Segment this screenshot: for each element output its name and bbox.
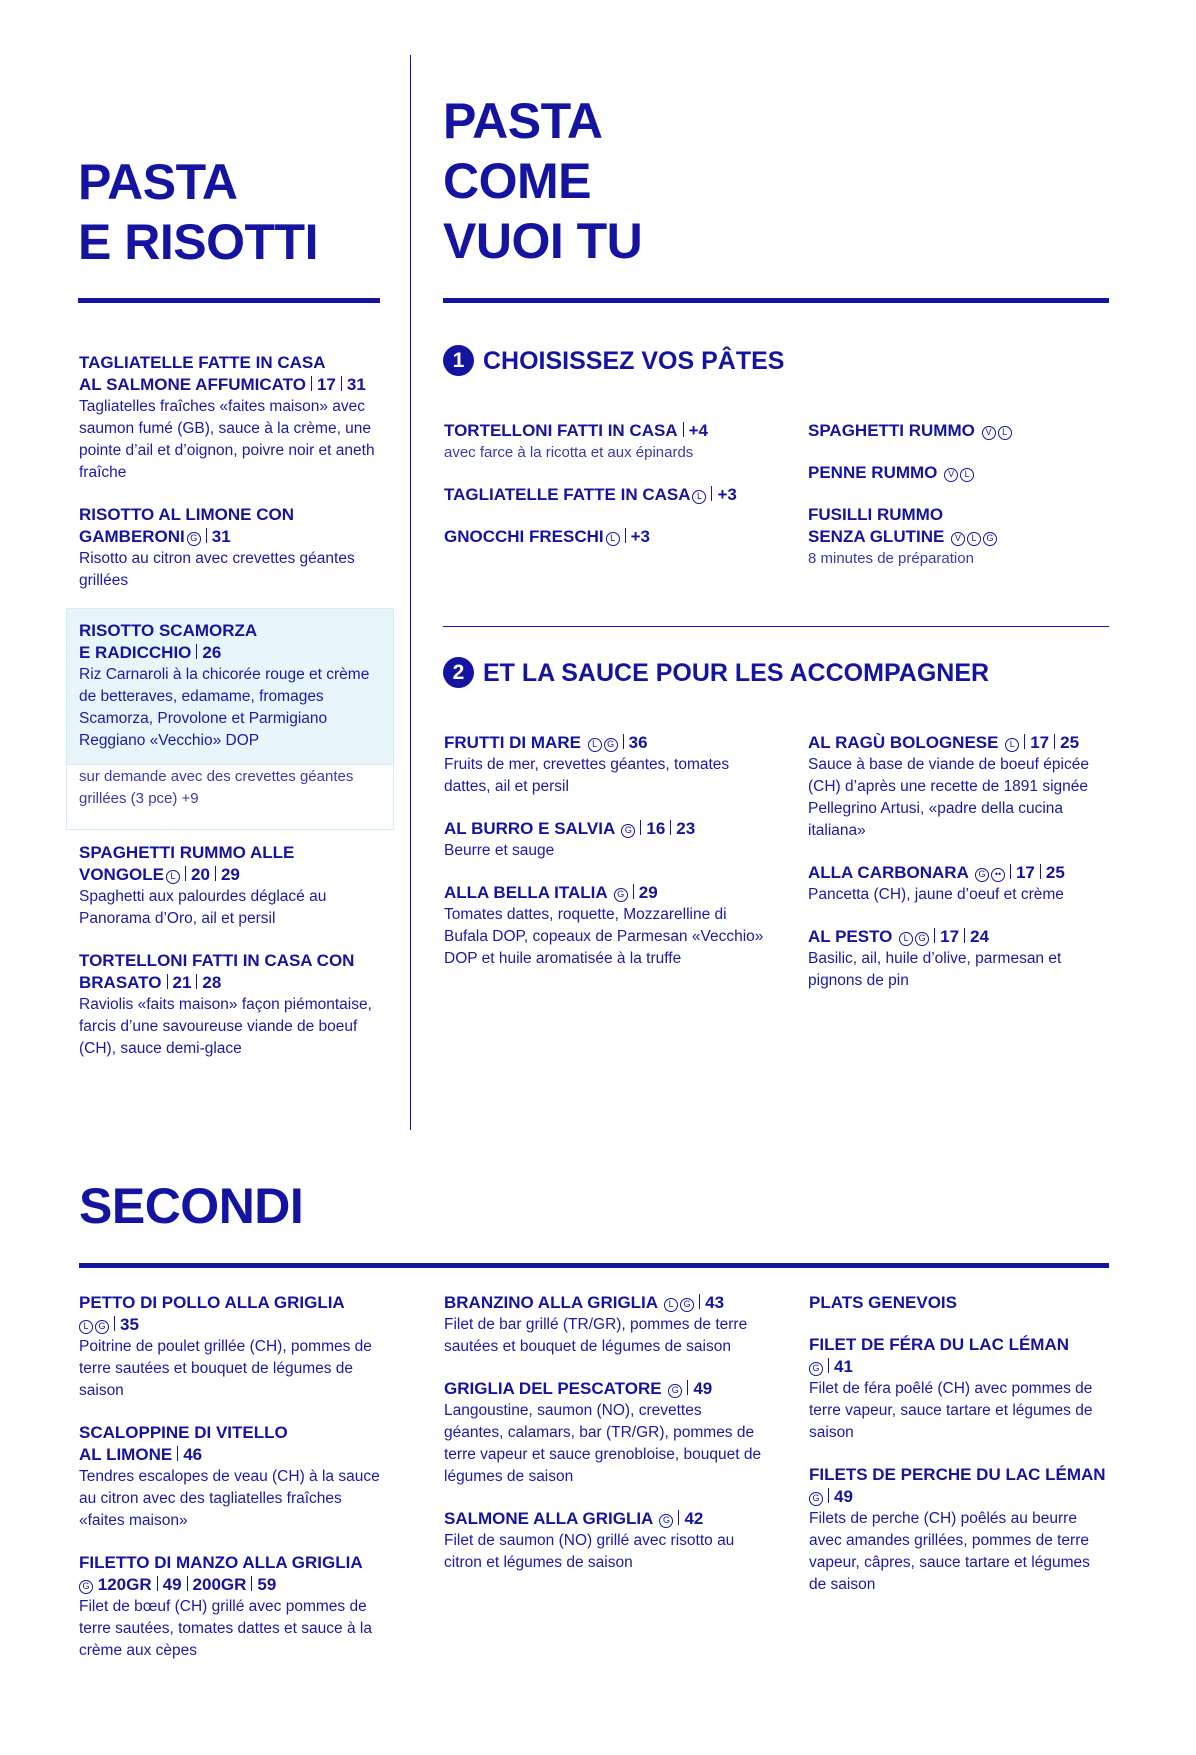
vegan-icon: V <box>982 426 996 440</box>
item-name: PETTO DI POLLO ALLA GRIGLIA <box>79 1293 345 1312</box>
item-extra: +3 <box>630 527 651 546</box>
featured-item <box>79 620 379 810</box>
sauce-item <box>808 862 1108 906</box>
step1-number-icon: 1 <box>443 345 474 376</box>
vegan-icon: V <box>951 532 965 546</box>
gluten-free-icon: G <box>975 868 989 882</box>
item-description: Filet de bœuf (CH) grillé avec pommes de terre sautées, tomates dattes et sauce à la crème aux cèpes <box>79 1598 372 1659</box>
menu-item <box>809 1334 1109 1444</box>
pasta-option <box>808 462 1108 484</box>
item-name: TORTELLONI FATTI IN CASA CON <box>79 951 355 970</box>
item-description: Filet de féra poêlé (CH) avec pommes de terre vapeur, sauce tartare et légumes de saison <box>809 1380 1093 1441</box>
pasta-option <box>444 526 774 548</box>
menu-item <box>79 950 389 1060</box>
pasta-title-rule <box>78 298 380 303</box>
item-name: FRUTTI DI MARE <box>444 733 581 752</box>
pasta-title-line1: PASTA <box>78 154 238 210</box>
step1-title: CHOISISSEZ VOS PÂTES <box>483 346 785 375</box>
item-price: 23 <box>676 819 696 838</box>
item-name-line2: E RADICCHIO 26 <box>79 643 222 662</box>
lactose-free-icon: L <box>166 870 180 884</box>
secondi-title: SECONDI <box>79 1178 304 1234</box>
sauce-item <box>808 732 1108 842</box>
item-description: Tagliatelles fraîches «faites maison» avec saumon fumé (GB), sauce à la crème, une pointe d’ail et d’oignon, poivre noir et aneth fraîche <box>79 398 375 481</box>
pasta-option <box>444 420 774 464</box>
menu-item <box>444 1508 764 1574</box>
sauce-item <box>444 818 774 862</box>
item-description: Sauce à base de viande de boeuf épicée (CH) d’après une recette de 1891 signée Pellegrino Artusi, «padre della cucina italiana» <box>808 756 1089 839</box>
item-price: 17 <box>940 927 960 946</box>
pork-icon: •• <box>991 868 1005 882</box>
item-price: 46 <box>183 1445 203 1464</box>
lactose-free-icon: L <box>79 1320 93 1334</box>
pasta-option <box>444 484 774 506</box>
gluten-free-icon: G <box>614 888 628 902</box>
step2-heading <box>443 657 989 688</box>
vegan-icon: V <box>944 468 958 482</box>
gluten-free-icon: G <box>983 532 997 546</box>
item-price: 24 <box>970 927 989 946</box>
item-weight: 120GR <box>97 1575 152 1594</box>
item-price: 21 <box>172 973 192 992</box>
pasta-option <box>808 420 1108 442</box>
gluten-free-icon: G <box>809 1362 823 1376</box>
pasta-title <box>78 152 318 272</box>
item-description: Basilic, ail, huile d’olive, parmesan et pignons de pin <box>808 950 1062 989</box>
item-name: ALLA BELLA ITALIA <box>444 883 608 902</box>
menu-item <box>79 1552 389 1662</box>
menu-item <box>79 842 389 930</box>
lactose-free-icon: L <box>967 532 981 546</box>
secondi-col3 <box>809 1292 1109 1616</box>
item-name: SCALOPPINE DI VITELLO <box>79 1423 288 1442</box>
item-description: Tomates dattes, roquette, Mozzarelline di Bufala DOP, copeaux de Parmesan «Vecchio» DOP et huile aromatisée à la truffe <box>444 906 764 967</box>
section-heading <box>809 1292 1109 1314</box>
sauce-item <box>444 882 774 970</box>
column-divider <box>410 55 411 1130</box>
item-price: 17 <box>316 375 336 394</box>
come-title-line3: VUOI TU <box>443 213 643 269</box>
gluten-free-icon: G <box>79 1580 93 1594</box>
item-description: Fruits de mer, crevettes géantes, tomates dattes, ail et persil <box>444 756 730 795</box>
item-description: 8 minutes de préparation <box>808 550 974 567</box>
gluten-free-icon: G <box>809 1492 823 1506</box>
item-price: 29 <box>638 883 658 902</box>
item-name-line2: GAMBERONI G 31 <box>79 527 231 546</box>
menu-item <box>444 1292 764 1358</box>
pasta-option <box>808 504 1108 570</box>
item-price: 16 <box>646 819 666 838</box>
plats-genevois-heading: PLATS GENEVOIS <box>809 1293 957 1312</box>
item-price: 59 <box>257 1575 277 1594</box>
sauces-right <box>808 732 1108 1012</box>
item-price: 25 <box>1045 863 1065 882</box>
item-extra: +3 <box>717 485 737 504</box>
item-price: 31 <box>211 527 231 546</box>
item-price: 17 <box>1015 863 1035 882</box>
item-price: 41 <box>834 1357 853 1376</box>
item-description: Raviolis «faits maison» façon piémontaise, farcis d’une savoureuse viande de boeuf (CH), sauce demi-glace <box>79 996 372 1057</box>
item-description: Poitrine de poulet grillée (CH), pommes de terre sautées et bouquet de légumes de saison <box>79 1338 372 1399</box>
item-name: RISOTTO AL LIMONE CON <box>79 505 295 524</box>
item-name: FILETS DE PERCHE DU LAC LÉMAN <box>809 1465 1106 1484</box>
lactose-free-icon: L <box>606 532 620 546</box>
pates-right <box>808 420 1108 590</box>
item-name: SPAGHETTI RUMMO ALLE <box>79 843 295 862</box>
step1-heading <box>443 345 784 376</box>
item-name: BRANZINO ALLA GRIGLIA <box>444 1293 658 1312</box>
item-name: AL RAGÙ BOLOGNESE <box>808 733 999 752</box>
item-name: AL BURRO E SALVIA <box>444 819 615 838</box>
item-name: FUSILLI RUMMO <box>808 505 944 524</box>
item-name: ALLA CARBONARA <box>808 863 969 882</box>
gluten-free-icon: G <box>668 1384 682 1398</box>
item-name-line2: VONGOLE L 20 29 <box>79 865 240 884</box>
sauce-item <box>808 926 1108 992</box>
item-price: 36 <box>628 733 648 752</box>
menu-item <box>79 1422 389 1532</box>
gluten-free-icon: G <box>187 532 201 546</box>
gluten-free-icon: G <box>95 1320 109 1334</box>
item-price: 43 <box>705 1293 725 1312</box>
item-price: 26 <box>202 643 222 662</box>
lactose-free-icon: L <box>1005 738 1019 752</box>
item-description: Spaghetti aux palourdes déglacé au Panorama d’Oro, ail et persil <box>79 888 327 927</box>
item-price: 42 <box>684 1509 704 1528</box>
menu-item <box>809 1464 1109 1596</box>
item-note: sur demande avec des crevettes géantes grillées (3 pce) +9 <box>79 768 354 807</box>
item-name: GNOCCHI FRESCHI <box>444 527 604 546</box>
sauce-item <box>444 732 774 798</box>
item-description: Tendres escalopes de veau (CH) à la sauce au citron avec des tagliatelles fraîches «faites maison» <box>79 1468 380 1529</box>
item-name: RISOTTO SCAMORZA <box>79 621 258 640</box>
secondi-col2 <box>444 1292 764 1594</box>
gluten-free-icon: G <box>915 932 929 946</box>
sauces-left <box>444 732 774 990</box>
item-description: Langoustine, saumon (NO), crevettes géantes, calamars, bar (TR/GR), pommes de terre vapeur et sauce grenobloise, bouquet de légumes de saison <box>444 1402 762 1485</box>
item-weight: 200GR <box>192 1575 247 1594</box>
gluten-free-icon: G <box>621 824 635 838</box>
item-price: 49 <box>693 1379 713 1398</box>
item-price: 25 <box>1060 733 1080 752</box>
step-divider <box>443 626 1109 627</box>
item-name-line2: BRASATO 21 28 <box>79 973 222 992</box>
item-description: Filet de bar grillé (TR/GR), pommes de terre sautées et bouquet de légumes de saison <box>444 1316 748 1355</box>
pasta-list-2 <box>79 842 389 1080</box>
lactose-free-icon: L <box>664 1298 678 1312</box>
come-title <box>443 91 642 271</box>
come-title-line1: PASTA <box>443 93 603 149</box>
item-price: 49 <box>162 1575 182 1594</box>
gluten-free-icon: G <box>604 738 618 752</box>
item-description: Riz Carnaroli à la chicorée rouge et crème de betteraves, edamame, fromages Scamorza, Provolone et Parmigiano Reggiano «Vecchio» DOP <box>79 666 370 749</box>
item-name-line2: AL LIMONE <box>79 1445 173 1464</box>
item-description: Pancetta (CH), jaune d’oeuf et crème <box>808 886 1064 903</box>
pates-left <box>444 420 774 568</box>
item-price: 29 <box>220 865 240 884</box>
pasta-title-line2: E RISOTTI <box>78 214 318 270</box>
item-name: SALMONE ALLA GRIGLIA <box>444 1509 653 1528</box>
item-name: TAGLIATELLE FATTE IN CASA <box>444 485 691 504</box>
item-price: 20 <box>191 865 210 884</box>
lactose-free-icon: L <box>588 738 602 752</box>
item-description: Risotto au citron avec crevettes géantes grillées <box>79 550 355 589</box>
come-title-rule <box>443 298 1109 303</box>
item-name: TORTELLONI FATTI IN CASA <box>444 421 678 440</box>
item-description: Filet de saumon (NO) grillé avec risotto au citron et légumes de saison <box>444 1532 735 1571</box>
item-description: Filets de perche (CH) poêlés au beurre avec amandes grillées, pommes de terre vapeur, câpres, sauce tartare et légumes de saison <box>809 1510 1090 1593</box>
item-price: 17 <box>1030 733 1050 752</box>
item-extra: +4 <box>688 421 708 440</box>
menu-item <box>79 504 389 592</box>
step2-number-icon: 2 <box>443 657 474 688</box>
item-name: SPAGHETTI RUMMO <box>808 421 975 440</box>
lactose-free-icon: L <box>692 490 706 504</box>
step2-title: ET LA SAUCE POUR LES ACCOMPAGNER <box>483 658 990 687</box>
gluten-free-icon: G <box>659 1514 673 1528</box>
secondi-title-rule <box>79 1263 1109 1268</box>
item-price: 31 <box>346 375 366 394</box>
item-description: Beurre et sauge <box>444 842 555 859</box>
come-title-line2: COME <box>443 153 591 209</box>
menu-item <box>79 352 389 484</box>
item-name: FILETTO DI MANZO ALLA GRIGLIA <box>79 1553 363 1572</box>
gluten-free-icon: G <box>680 1298 694 1312</box>
item-name: PENNE RUMMO <box>808 463 938 482</box>
lactose-free-icon: L <box>960 468 974 482</box>
item-name: AL PESTO <box>808 927 893 946</box>
item-price: 49 <box>834 1487 853 1506</box>
item-name: GRIGLIA DEL PESCATORE <box>444 1379 662 1398</box>
item-price: 28 <box>202 973 222 992</box>
lactose-free-icon: L <box>998 426 1012 440</box>
item-price: 35 <box>120 1315 139 1334</box>
item-name-line2: SENZA GLUTINE <box>808 527 945 546</box>
item-name-line2: AL SALMONE AFFUMICATO 17 31 <box>79 375 366 394</box>
menu-item <box>444 1378 764 1488</box>
pasta-list <box>79 352 389 612</box>
secondi-col1 <box>79 1292 389 1682</box>
item-name: FILET DE FÉRA DU LAC LÉMAN <box>809 1335 1070 1354</box>
item-name: TAGLIATELLE FATTE IN CASA <box>79 353 326 372</box>
lactose-free-icon: L <box>899 932 913 946</box>
menu-item <box>79 1292 389 1402</box>
item-description: avec farce à la ricotta et aux épinards <box>444 444 694 461</box>
